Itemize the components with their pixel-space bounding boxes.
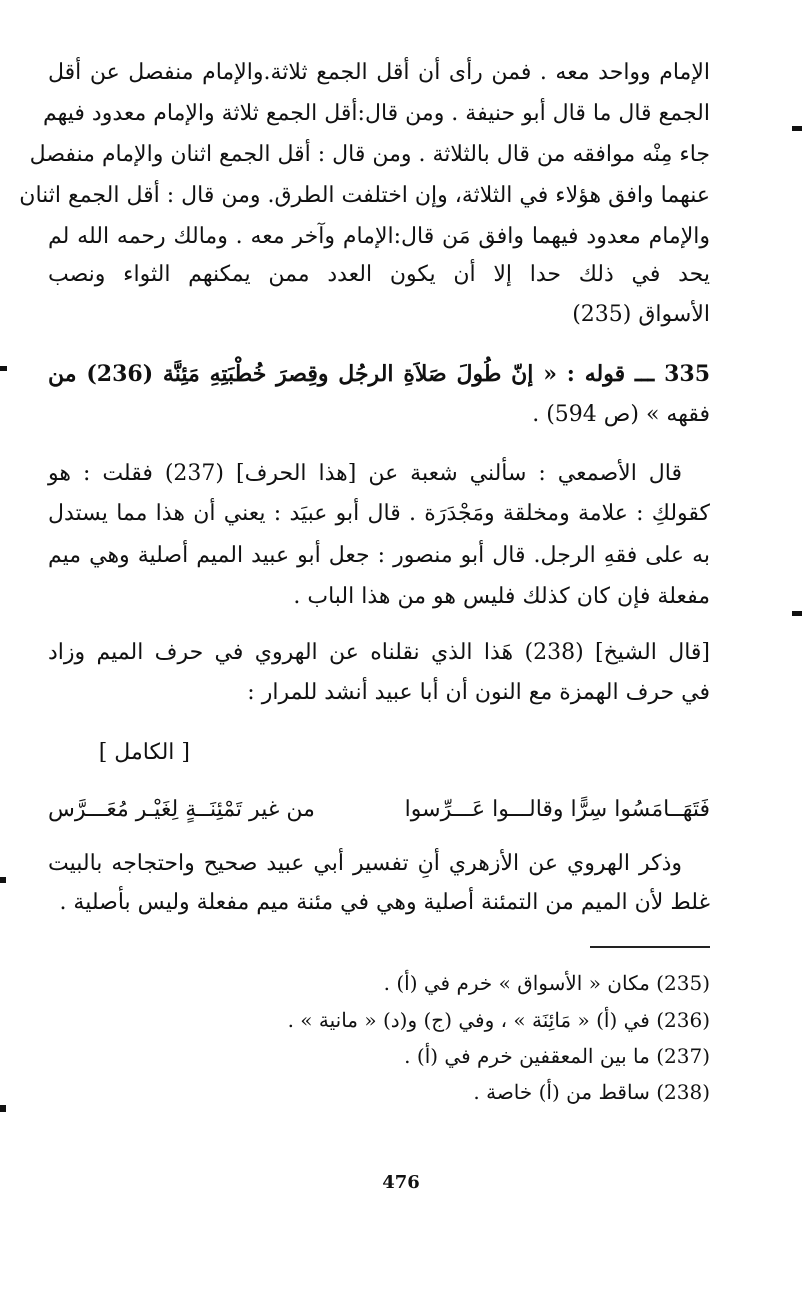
text-line: الجمع قال ما قال أبو حنيفة . ومن قال:أقل الجمع ثلاثة والإمام معدود فيهم — [42, 101, 710, 126]
text-line: قال الأصمعي : سألني شعبة عن [هذا الحرف] (237) فقلت : هو — [48, 461, 682, 486]
hadith-line: فقهه » (ص 594) . — [532, 402, 710, 427]
footnote: (238) ساقط من (أ) خاصة . — [473, 1080, 710, 1104]
text-line: والإمام معدود فيهما وافق مَن قال:الإمام وآخر معه . ومالك رحمه الله لم — [48, 224, 710, 249]
footnote: (237) ما بين المعقفين خرم في (أ) . — [404, 1044, 710, 1068]
verse-hemistich-first: فَتَهَــامَسُوا سِرًّا وقالـــوا عَـــرِّسوا — [404, 797, 710, 822]
text-line: به على فقهِ الرجل. قال أبو منصور : جعل أبو عبيد الميم أصلية وهي ميم — [48, 543, 710, 568]
text-line: يحد في ذلك حدا إلا أن يكون العدد ممن يمكنهم الثواء ونصب — [48, 262, 711, 287]
text-line: [قال الشيخ] (238) هَذا الذي نقلناه عن الهروي في حرف الميم وزاد — [48, 640, 710, 665]
text-line: غلط لأن الميم من التمئنة أصلية وهي في مئنة ميم مفعلة وليس بأصلية . — [59, 890, 710, 915]
text-line: كقولكِ : علامة ومخلقة ومَجْدَرَة . قال أبو عبيَد : يعني أن هذا مما يستدل — [48, 501, 710, 526]
footnote: (236) في (أ) « مَائِنَة » ، وفي (ج) و(د) « مانية » . — [287, 1008, 710, 1032]
text-line: مفعلة فإن كان كذلك فليس هو من هذا الباب . — [293, 584, 710, 609]
page-number: 476 — [382, 1172, 420, 1193]
scan-margin-mark — [792, 126, 802, 131]
hadith-line: 335 ـــ قوله : « إنّ طُولَ صَلاَةِ الرجُل وقِصرَ خُطْبَتِهِ مَئِنَّة (236) من — [48, 361, 711, 387]
text-line: الأسواق (235) — [572, 302, 710, 327]
text-line: الإمام وواحد معه . فمن رأى أن أقل الجمع ثلاثة.والإمام منفصل عن أقل — [48, 60, 710, 85]
verse-hemistich-second: من غير تَمْئِنَــةٍ لِغَيْـر مُعَـــرَّس — [48, 797, 315, 822]
scan-margin-mark — [0, 366, 7, 371]
text-line: وذكر الهروي عن الأزهري أنِ تفسير أبي عبيد صحيح واحتجاجه بالبيت — [48, 851, 682, 876]
meter-label: [ الكامل ] — [98, 740, 190, 765]
scan-margin-mark — [0, 1105, 6, 1112]
scan-margin-mark — [0, 877, 6, 883]
text-line: جاء مِنْه موافقه من قال بالثلاثة . ومن قال : أقل الجمع اثنان والإمام منفصل — [29, 142, 710, 167]
scan-margin-mark — [792, 611, 802, 616]
text-line: في حرف الهمزة مع النون أن أبا عبيد أنشد للمرار : — [247, 680, 710, 705]
footnote-divider — [590, 946, 710, 948]
text-line: عنهما وافق هؤلاء في الثلاثة، وإن اختلفت الطرق. ومن قال : أقل الجمع اثنان — [19, 183, 710, 208]
footnote: (235) مكان « الأسواق » خرم في (أ) . — [383, 971, 710, 995]
